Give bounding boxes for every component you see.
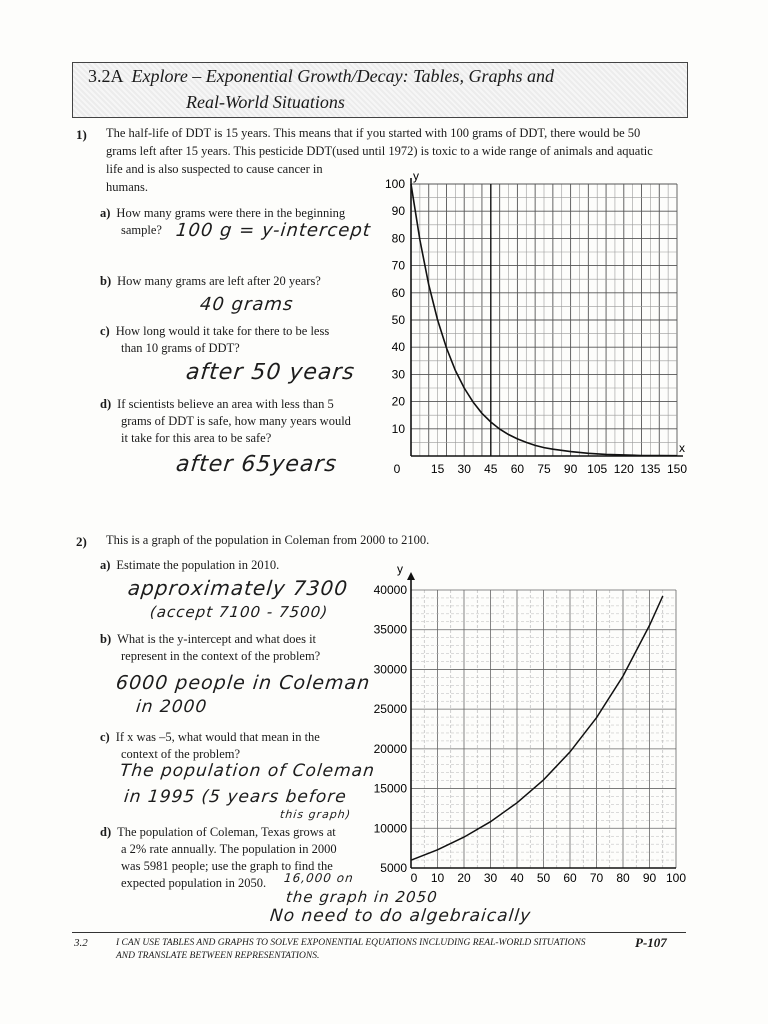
x-tick-label: 60 bbox=[563, 871, 577, 885]
q2-c-answer1: The population of Coleman bbox=[118, 761, 376, 781]
population-growth-chart bbox=[360, 560, 688, 886]
x-tick-label: 30 bbox=[457, 462, 471, 476]
section-number: 3.2A bbox=[88, 66, 124, 86]
y-tick-label: 25000 bbox=[373, 702, 407, 717]
x-axis-label: x bbox=[679, 441, 685, 455]
y-tick-label: 10000 bbox=[373, 821, 407, 836]
x-tick-label: 90 bbox=[642, 871, 657, 885]
q2-a-text: Estimate the population in 2010. bbox=[116, 558, 280, 572]
q1-b bbox=[100, 273, 321, 290]
q1-d-text2: grams of DDT is safe, how many years would bbox=[121, 414, 351, 428]
footer-page-number: P-107 bbox=[635, 935, 667, 950]
x-tick-label: 10 bbox=[430, 871, 445, 885]
x-tick-label: 45 bbox=[484, 462, 498, 476]
q1-d-text1: If scientists believe an area with less than 5 bbox=[117, 397, 334, 411]
q1-a-answer: 100 g = y-intercept bbox=[174, 220, 373, 241]
page-title bbox=[88, 66, 554, 87]
x-tick-label: 0 bbox=[393, 462, 401, 476]
x-tick-label: 30 bbox=[483, 871, 498, 885]
footer-objective-line1: I CAN USE TABLES AND GRAPHS TO SOLVE EXPONENTIAL EQUATIONS INCLUDING REAL-WORLD SITUATIONS bbox=[116, 938, 586, 948]
q2-d-text1: The population of Coleman, Texas grows at bbox=[117, 825, 336, 839]
y-tick-label: 10 bbox=[391, 421, 405, 436]
x-tick-label: 0 bbox=[410, 871, 418, 885]
q2-number: 2) bbox=[76, 534, 87, 549]
q1-intro-line3: life and is also suspected to cause cancer in bbox=[106, 162, 323, 176]
x-tick-label: 105 bbox=[587, 462, 608, 476]
x-tick-label: 80 bbox=[616, 871, 630, 885]
q1-c-text2: than 10 grams of DDT? bbox=[121, 341, 240, 355]
x-tick-label: 150 bbox=[666, 462, 688, 476]
q2-b bbox=[100, 631, 316, 648]
x-tick-label: 20 bbox=[457, 871, 471, 885]
q2-a-answer1: approximately 7300 bbox=[126, 576, 350, 600]
y-tick-label: 30 bbox=[391, 367, 405, 382]
q1-b-text: How many grams are left after 20 years? bbox=[117, 274, 321, 288]
q1-a-label: a) bbox=[100, 206, 111, 220]
x-tick-label: 40 bbox=[510, 871, 524, 885]
x-tick-label: 60 bbox=[510, 462, 525, 476]
q1-b-label: b) bbox=[100, 274, 112, 288]
q2-c-answer2: in 1995 (5 years before bbox=[122, 787, 348, 807]
q2-b-answer2: in 2000 bbox=[134, 697, 209, 717]
footer-divider bbox=[72, 932, 686, 933]
footer-section: 3.2 bbox=[74, 937, 88, 949]
q1-a-text2: sample? bbox=[121, 223, 162, 237]
q1-a-text1: How many grams were there in the beginning bbox=[116, 206, 346, 220]
y-axis-label: y bbox=[397, 562, 403, 576]
q2-a-answer2: (accept 7100 - 7500) bbox=[149, 603, 330, 621]
x-tick-label: 75 bbox=[537, 462, 551, 476]
y-tick-label: 15000 bbox=[373, 781, 407, 796]
q2-d-text2: a 2% rate annually. The population in 2000 bbox=[121, 842, 337, 856]
y-tick-label: 90 bbox=[391, 204, 405, 219]
y-axis-label: y bbox=[413, 169, 419, 183]
q1-d-label: d) bbox=[100, 397, 112, 411]
q1-d bbox=[100, 396, 334, 413]
y-axis-arrow bbox=[407, 572, 415, 580]
y-tick-label: 30000 bbox=[373, 662, 407, 677]
q2-c-text2: context of the problem? bbox=[121, 747, 241, 761]
q2-d-label: d) bbox=[100, 825, 112, 839]
x-tick-label: 90 bbox=[563, 462, 578, 476]
q2-b-text1: What is the y-intercept and what does it bbox=[117, 632, 317, 646]
y-tick-label: 20000 bbox=[373, 741, 407, 756]
q2-c-text1: If x was –5, what would that mean in the bbox=[115, 730, 320, 744]
y-tick-label: 70 bbox=[391, 258, 405, 273]
q1-c-answer: after 50 years bbox=[184, 360, 357, 385]
title-line-2: Real-World Situations bbox=[186, 92, 345, 112]
y-tick-label: 35000 bbox=[373, 622, 407, 637]
q2-d-text3: was 5981 people; use the graph to find the bbox=[121, 859, 333, 873]
y-tick-label: 40000 bbox=[373, 583, 407, 597]
q1-intro-line2: grams left after 15 years. This pesticide DDT(used until 1972) is toxic to a wide range of animals and aquatic bbox=[106, 144, 653, 158]
title-line-1: Explore – Exponential Growth/Decay: Tables, Graphs and bbox=[131, 66, 554, 86]
q2-a bbox=[100, 557, 279, 574]
q1-intro-line4: humans. bbox=[106, 180, 149, 194]
y-tick-label: 60 bbox=[391, 285, 405, 300]
q2-c bbox=[100, 729, 320, 746]
q2-c-answer3: this graph) bbox=[279, 808, 352, 821]
q2-d-answer1: 16,000 on bbox=[283, 871, 355, 885]
q1-intro-line1: The half-life of DDT is 15 years. This means that if you started with 100 grams of DDT, there would be 50 bbox=[106, 126, 641, 140]
q2-b-answer1: 6000 people in Coleman bbox=[114, 672, 372, 694]
x-tick-label: 70 bbox=[589, 871, 604, 885]
q1-c-text1: How long would it take for there to be less bbox=[115, 324, 330, 338]
q1-b-answer: 40 grams bbox=[198, 294, 295, 315]
y-tick-label: 20 bbox=[391, 394, 405, 409]
q2-a-label: a) bbox=[100, 558, 111, 572]
q2-b-label: b) bbox=[100, 632, 112, 646]
q2-c-label: c) bbox=[100, 730, 110, 744]
q2-b-text2: represent in the context of the problem? bbox=[121, 649, 321, 663]
footer-objective bbox=[116, 937, 606, 963]
q1-number: 1) bbox=[76, 127, 87, 142]
q2-d-text4: expected population in 2050. bbox=[121, 876, 267, 890]
y-tick-label: 50 bbox=[391, 313, 405, 327]
q1-c bbox=[100, 323, 329, 340]
q2-d-answer2: the graph in 2050 bbox=[285, 888, 439, 906]
q1-c-label: c) bbox=[100, 324, 110, 338]
y-tick-label: 80 bbox=[391, 231, 405, 246]
q1-d-text3: it take for this area to be safe? bbox=[121, 431, 272, 445]
q2-d-answer3: No need to do algebraically bbox=[268, 906, 533, 926]
x-tick-label: 135 bbox=[640, 462, 661, 476]
y-tick-label: 40 bbox=[391, 340, 405, 355]
q2-intro: This is a graph of the population in Coleman from 2000 to 2100. bbox=[106, 533, 430, 547]
x-tick-label: 50 bbox=[536, 871, 551, 885]
y-tick-label: 5000 bbox=[380, 861, 407, 875]
x-tick-label: 120 bbox=[613, 462, 634, 476]
x-tick-label: 100 bbox=[665, 871, 687, 885]
q2-d bbox=[100, 824, 336, 841]
q1-d-answer: after 65years bbox=[174, 452, 339, 477]
x-tick-label: 15 bbox=[430, 462, 445, 476]
y-tick-label: 100 bbox=[384, 177, 405, 191]
footer-objective-line2: AND TRANSLATE BETWEEN REPRESENTATIONS. bbox=[116, 951, 320, 961]
ddt-decay-chart bbox=[370, 168, 690, 483]
